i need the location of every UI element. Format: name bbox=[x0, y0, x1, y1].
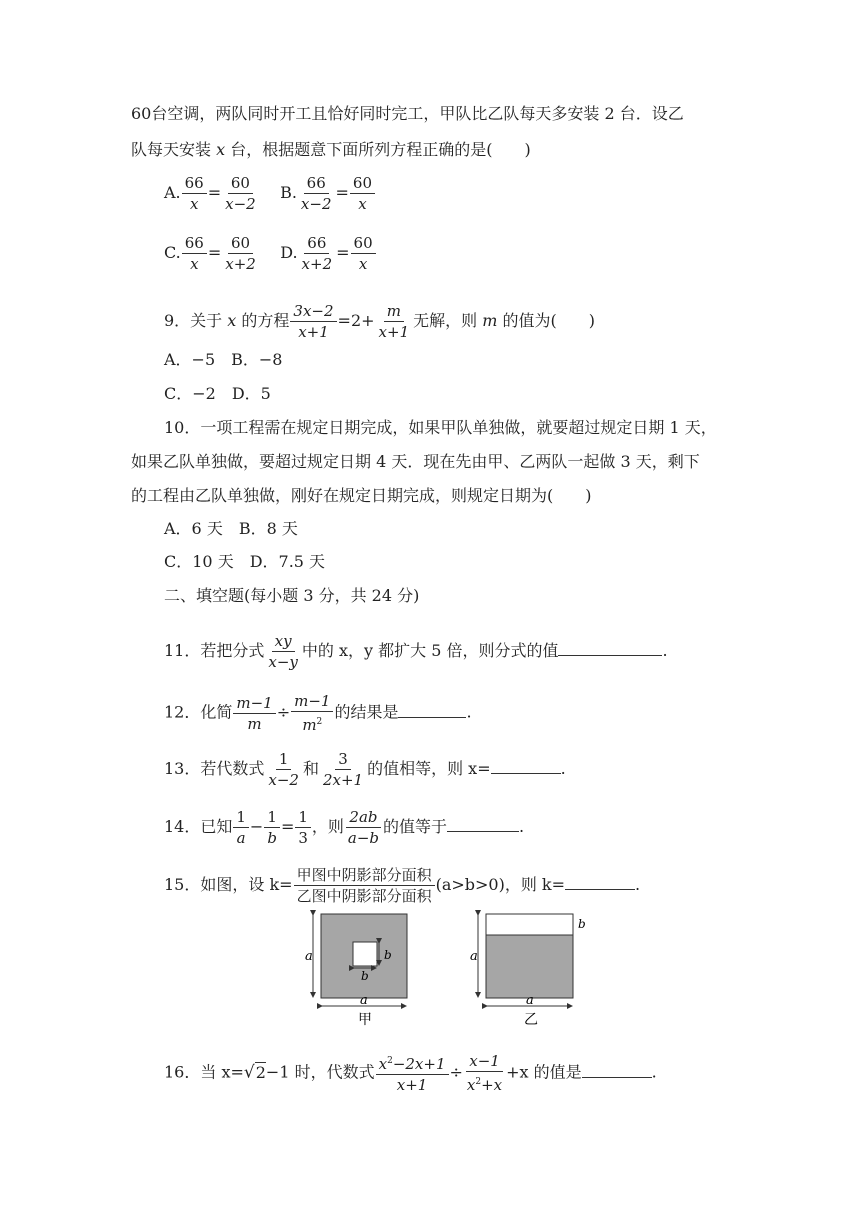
yi-label-a-left: a bbox=[470, 949, 478, 964]
q9-fraction-2: $\frac{m}{x+1}$ bbox=[378, 302, 410, 341]
q12-fraction-2: $\frac{m-1}{m^2}$ bbox=[291, 692, 333, 734]
q14: 14．已知 $\frac{1}{a}$ − $\frac{1}{b}$ = $\frac{1}{3}$ ，则 $\frac{2ab}{a-b}$ 的值等于 . bbox=[164, 808, 525, 847]
q16: 16．当 x=√2−1 时，代数式 $\frac{x^2-2x+1}{x+1}$ ÷ $\frac{x-1}{x^2+x}$ +x 的值是 . bbox=[164, 1052, 657, 1094]
jia-inner-square bbox=[353, 942, 377, 966]
q16-fraction-2: $\frac{x-1}{x^2+x}$ bbox=[466, 1052, 503, 1094]
q15-answer-blank[interactable] bbox=[565, 873, 635, 890]
q14-fraction-2: $\frac{1}{b}$ bbox=[264, 808, 280, 847]
q10-line2: 如果乙队单独做，要超过规定日期 4 天．现在先由甲、乙两队一起做 3 天，剩下 bbox=[131, 452, 700, 471]
q8-option-a: A. $\frac{66}{x}$ = $\frac{60}{x-2}$ bbox=[164, 174, 256, 213]
q8-options-ab bbox=[164, 174, 376, 213]
q10-line3: 的工程由乙队单独做，刚好在规定日期完成，则规定日期为( ) bbox=[131, 486, 592, 505]
jia-label-b-right: b bbox=[384, 948, 392, 962]
q9-options-cd: C．−2 D．5 bbox=[164, 384, 271, 403]
caption-yi: 乙 bbox=[524, 1012, 538, 1028]
caption-jia: 甲 bbox=[358, 1012, 372, 1028]
figure-yi bbox=[470, 914, 586, 1028]
q8-option-b: B. $\frac{66}{x-2}$ = $\frac{60}{x}$ bbox=[280, 183, 376, 202]
q14-answer-blank[interactable] bbox=[447, 815, 519, 832]
q13-answer-blank[interactable] bbox=[491, 757, 561, 774]
q11: 11．若把分式 $\frac{xy}{x-y}$ 中的 x，y 都扩大 5 倍，则分式的值 . bbox=[164, 632, 668, 671]
q9-stem: 9．关于 x 的方程 $\frac{3x-2}{x+1}$ =2+ $\frac{m}{x+1}$ 无解，则 m 的值为( ) bbox=[164, 302, 595, 341]
q10-options-ab: A．6 天 B．8 天 bbox=[164, 519, 298, 538]
q14-fraction-4: $\frac{2ab}{a-b}$ bbox=[347, 808, 380, 847]
q13-fraction-1: $\frac{1}{x-2}$ bbox=[268, 750, 299, 789]
q16-answer-blank[interactable] bbox=[582, 1061, 652, 1078]
jia-label-a-bottom: a bbox=[360, 993, 368, 1008]
q13: 13．若代数式 $\frac{1}{x-2}$ 和 $\frac{3}{2x+1}$ 的值相等，则 x= . bbox=[164, 750, 566, 789]
q8-line1: 60台空调，两队同时开工且恰好同时完工，甲队比乙队每天多安装 2 台．设乙 bbox=[131, 104, 684, 123]
yi-label-a-bottom: a bbox=[526, 993, 534, 1008]
q14-fraction-1: $\frac{1}{a}$ bbox=[233, 808, 249, 847]
q11-answer-blank[interactable] bbox=[558, 639, 662, 656]
yi-shaded-rectangle bbox=[486, 935, 573, 998]
q8-option-c: C. $\frac{66}{x}$ = $\frac{60}{x+2}$ bbox=[164, 234, 256, 273]
q9-fraction-1: $\frac{3x-2}{x+1}$ bbox=[290, 302, 336, 341]
q16-fraction-1: $\frac{x^2-2x+1}{x+1}$ bbox=[376, 1052, 449, 1094]
q13-fraction-2: $\frac{3}{2x+1}$ bbox=[322, 750, 364, 789]
q11-fraction: $\frac{xy}{x-y}$ bbox=[268, 632, 298, 671]
q15: 15．如图，设 k= $\frac{\text{甲图中阴影部分面积}}{\text{乙图中阴影部分面积}}$ (a>b>0)，则 k= . bbox=[164, 866, 641, 905]
q8-option-d: D. $\frac{66}{x+2}$ = $\frac{60}{x}$ bbox=[280, 243, 376, 262]
figure-jia bbox=[305, 914, 407, 1028]
q8-line2: 队每天安装 x 台，根据题意下面所列方程正确的是( ) bbox=[131, 140, 531, 159]
q9-options-ab: A．−5 B．−8 bbox=[164, 350, 283, 369]
q10-options-cd: C．10 天 D．7.5 天 bbox=[164, 552, 326, 571]
q14-fraction-3: $\frac{1}{3}$ bbox=[295, 808, 311, 847]
q15-fraction: $\frac{\text{甲图中阴影部分面积}}{\text{乙图中阴影部分面积}}$ bbox=[294, 866, 435, 905]
section-2-heading: 二、填空题(每小题 3 分，共 24 分) bbox=[164, 586, 420, 605]
area-figure bbox=[300, 906, 600, 1034]
q12-answer-blank[interactable] bbox=[398, 701, 466, 718]
q12: 12．化简 $\frac{m-1}{m}$ ÷ $\frac{m-1}{m^2}$ 的结果是 . bbox=[164, 692, 472, 734]
yi-label-b: b bbox=[578, 917, 586, 931]
jia-label-a-left: a bbox=[305, 949, 313, 964]
q10-line1: 10．一项工程需在规定日期完成，如果甲队单独做，就要超过规定日期 1 天， bbox=[164, 418, 717, 437]
jia-label-b-bottom: b bbox=[361, 969, 369, 983]
q8-options-cd bbox=[164, 234, 377, 273]
q12-fraction-1: $\frac{m-1}{m}$ bbox=[233, 694, 275, 733]
yi-top-strip bbox=[486, 914, 573, 935]
